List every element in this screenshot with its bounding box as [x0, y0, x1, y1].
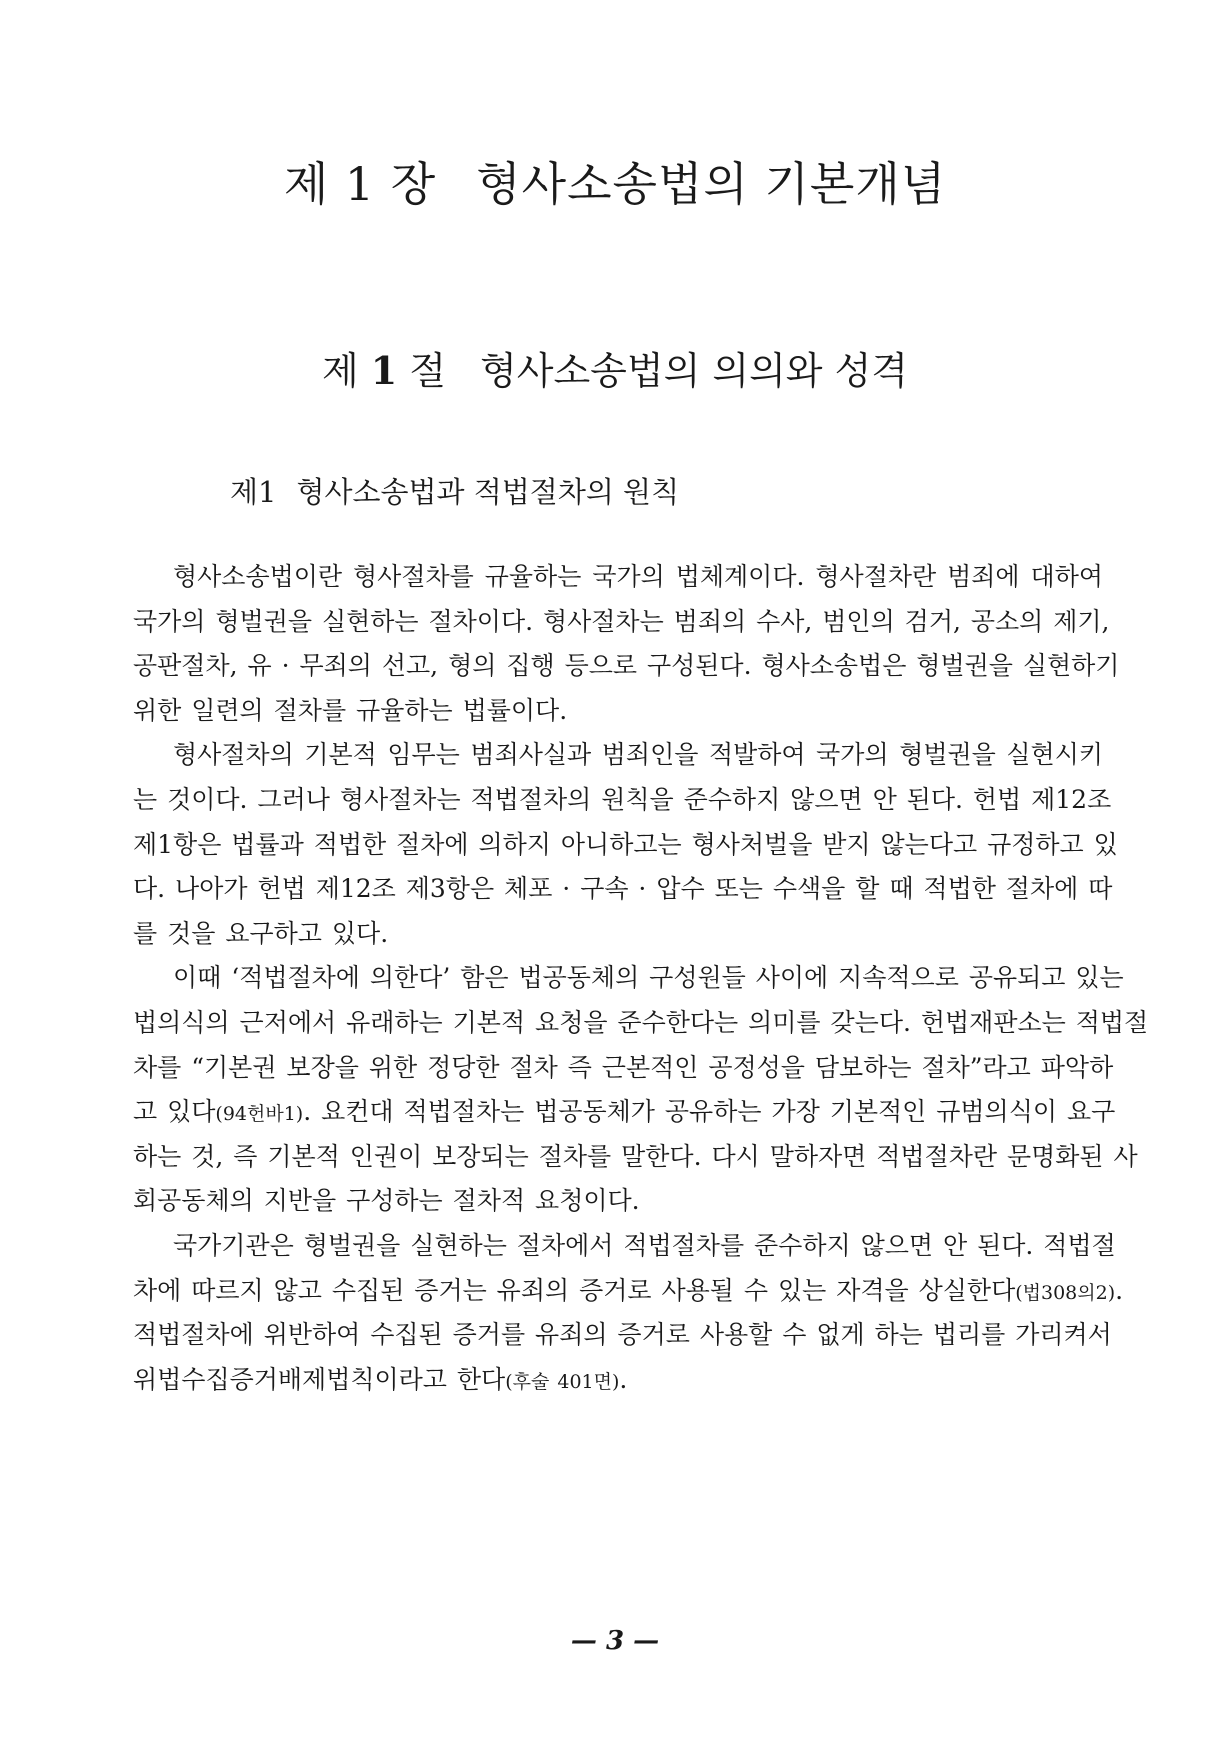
body-line-with-citation	[133, 1090, 1116, 1135]
section-number	[322, 349, 446, 393]
body-line: 제1항은 법률과 적법한 절차에 의하지 아니하고는 형사처벌을 받지 않는다고 규정하고 있	[133, 829, 1118, 859]
body-line: 형사절차의 기본적 임무는 범죄사실과 범죄인을 적발하여 국가의 형벌권을 실현시키	[173, 740, 1103, 770]
body-line: 위한 일련의 절차를 규율하는 법률이다.	[133, 695, 568, 725]
line-text: . 요컨대 적법절차는 법공동체가 공유하는 가장 기본적인 규범의식이 요구	[303, 1097, 1116, 1127]
line-text: .	[1115, 1275, 1124, 1305]
body-line: 다. 나아가 헌법 제12조 제3항은 체포 · 구속 · 압수 또는 수색을 할 때 적법한 절차에 따	[133, 874, 1113, 904]
body-line: 적법절차에 위반하여 수집된 증거를 유죄의 증거로 사용할 수 없게 하는 법리를 가리켜서	[133, 1320, 1112, 1350]
chapter-number: 제 1 장	[283, 157, 437, 211]
section-heading	[0, 343, 1230, 399]
page-number: — 3 —	[570, 1626, 660, 1656]
body-line: 회공동체의 지반을 구성하는 절차적 요청이다.	[133, 1186, 640, 1216]
section-title-text: 형사소송법의 의의와 성격	[480, 349, 909, 393]
line-text: 고 있다	[133, 1097, 216, 1127]
body-line: 국가의 형벌권을 실현하는 절차이다. 형사절차는 범죄의 수사, 범인의 검거, 공소의 제기,	[133, 606, 1110, 636]
body-line: 하는 것, 즉 기본적 인권이 보장되는 절차를 말한다. 다시 말하자면 적법절차란 문명화된 사	[133, 1141, 1138, 1171]
body-line: 형사소송법이란 형사절차를 규율하는 국가의 법체계이다. 형사절차란 범죄에 대하여	[173, 562, 1103, 591]
line-text: .	[619, 1364, 628, 1394]
chapter-title-text: 형사소송법의 기본개념	[476, 157, 947, 211]
body-line: 공판절차, 유 · 무죄의 선고, 형의 집행 등으로 구성된다. 형사소송법은 형벌권을 실현하기	[133, 651, 1120, 681]
subsection-heading	[230, 470, 679, 514]
line-text: 차에 따르지 않고 수집된 증거는 유죄의 증거로 사용될 수 있는 자격을 상실한다	[133, 1275, 1016, 1305]
chapter-heading	[0, 152, 1230, 216]
section-suffix: 절	[409, 349, 447, 393]
case-citation: (94헌바1)	[215, 1103, 304, 1126]
body-line-with-citation	[133, 1358, 1103, 1403]
body-line: 는 것이다. 그러나 형사절차는 적법절차의 원칙을 준수하지 않으면 안 된다. 헌법 제12조	[133, 784, 1112, 814]
body-line: 이때 ‘적법절차에 의한다’ 함은 법공동체의 구성원들 사이에 지속적으로 공유되고 있는	[173, 963, 1124, 993]
body-line: 국가기관은 형벌권을 실현하는 절차에서 적법절차를 준수하지 않으면 안 된다. 적법절	[173, 1230, 1116, 1260]
body-line-with-citation	[133, 1269, 1124, 1314]
body-line: 차를 “기본권 보장을 위한 정당한 절차 즉 근본적인 공정성을 담보하는 절차”라고 파악하	[133, 1052, 1114, 1082]
section-prefix: 제	[321, 349, 359, 393]
statute-citation: (법308의2)	[1015, 1281, 1116, 1304]
page-reference: (후술 401면)	[505, 1370, 620, 1393]
subsection-number: 제1	[230, 475, 277, 509]
body-text	[133, 555, 1149, 1402]
line-text: 위법수집증거배제법칙이라고 한다	[133, 1364, 506, 1394]
body-line: 를 것을 요구하고 있다.	[133, 918, 389, 948]
subsection-title-text: 형사소송법과 적법절차의 원칙	[296, 475, 680, 509]
section-digit: 1	[370, 348, 398, 393]
body-line: 법의식의 근저에서 유래하는 기본적 요청을 준수한다는 의미를 갖는다. 헌법재판소는 적법절	[133, 1007, 1149, 1037]
